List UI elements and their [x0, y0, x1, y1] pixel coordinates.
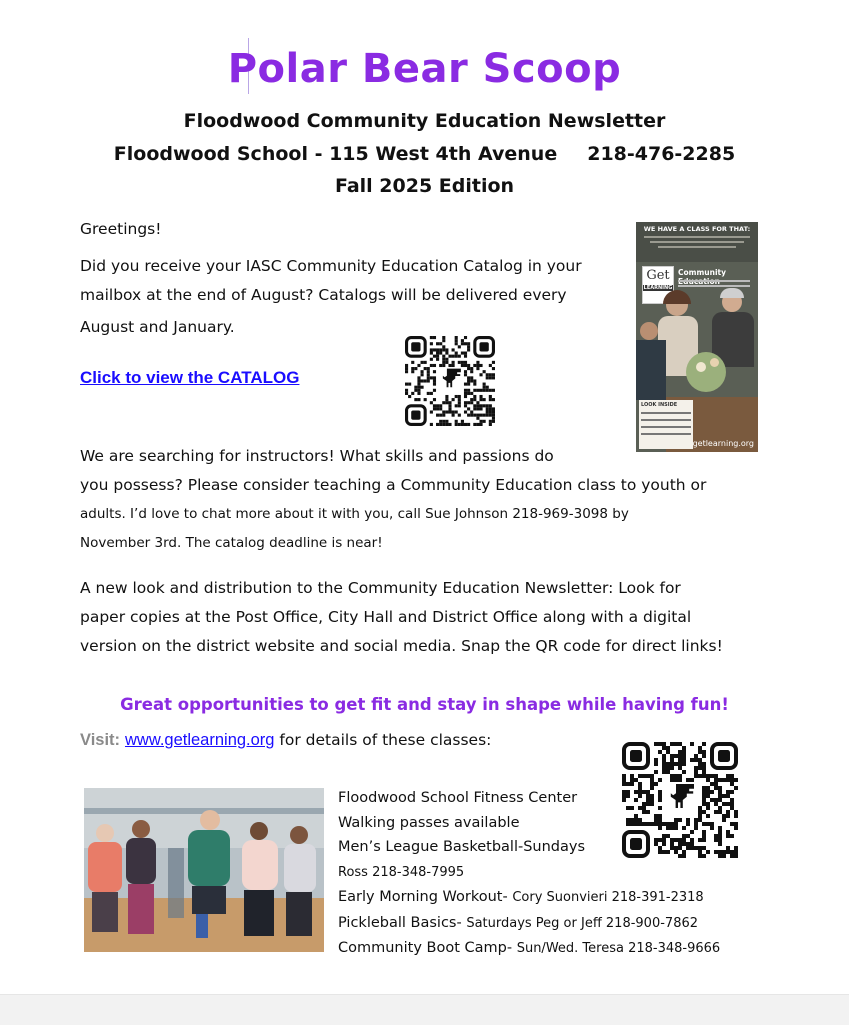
- view-catalog-link[interactable]: Click to view the CATALOG: [80, 368, 300, 387]
- fitness-class-photo: [84, 788, 324, 952]
- fitness-item: Pickleball Basics- Saturdays Peg or Jeff 218-900-7862: [338, 914, 699, 931]
- distribution-line: A new look and distribution to the Community Education Newsletter: Look for: [80, 579, 681, 597]
- fitness-item: Floodwood School Fitness Center: [338, 790, 578, 806]
- edition-label: Fall 2025 Edition: [334, 175, 515, 197]
- visit-line: [80, 731, 491, 750]
- catalog-cover-image[interactable]: [636, 222, 758, 452]
- catalog-paragraph-line: August and January.: [80, 318, 235, 336]
- cover-banner-text: WE HAVE A CLASS FOR THAT:: [643, 225, 751, 233]
- instructors-line: you possess? Please consider teaching a Community Education class to youth or: [80, 476, 707, 494]
- catalog-paragraph-line: mailbox at the end of August? Catalogs will be delivered every: [80, 286, 567, 304]
- distribution-paragraph: [80, 574, 800, 661]
- instructors-line: We are searching for instructors! What skills and passions do: [80, 447, 554, 465]
- instructors-line: November 3rd. The catalog deadline is near!: [80, 535, 383, 551]
- bottom-bar: [0, 994, 849, 1025]
- cover-person: [640, 322, 658, 340]
- newsletter-subtitle: Floodwood Community Education Newsletter: [183, 110, 666, 132]
- fitness-item: Community Boot Camp- Sun/Wed. Teresa 218-348-9666: [338, 940, 721, 956]
- school-address: Floodwood School - 115 West 4th Avenue: [113, 143, 558, 165]
- distribution-line: paper copies at the Post Office, City Hall and District Office along with a digital: [80, 608, 692, 626]
- catalog-paragraph-line: Did you receive your IASC Community Education Catalog in your: [80, 257, 582, 275]
- instructors-paragraph: [80, 442, 780, 558]
- instructors-line: adults. I’d love to chat more about it with you, call Sue Johnson 218-969-3098 by: [80, 506, 629, 522]
- school-phone: 218-476-2285: [587, 143, 736, 165]
- visit-label: Visit:: [80, 731, 121, 749]
- fitness-heading: Great opportunities to get fit and stay in shape while having fun!: [120, 695, 729, 714]
- page-title: Polar Bear Scoop: [227, 46, 622, 92]
- school-address-line: [0, 143, 849, 165]
- getlearning-link[interactable]: www.getlearning.org: [124, 731, 275, 749]
- fitness-item: Early Morning Workout- Cory Suonvieri 218-391-2318: [338, 889, 704, 905]
- cover-flowers: [686, 352, 726, 392]
- catalog-paragraph: [80, 252, 640, 342]
- distribution-line: version on the district website and social media. Snap the QR code for direct links!: [80, 637, 723, 655]
- fitness-item: Ross 218-348-7995: [338, 864, 465, 880]
- dinosaur-icon: [443, 369, 461, 388]
- fitness-item: Walking passes available: [338, 814, 520, 831]
- get-learning-logo: Get LEARNING: [642, 266, 674, 304]
- cover-site: getlearning.org: [692, 439, 754, 448]
- fitness-item: Men’s League Basketball-Sundays: [338, 839, 586, 855]
- cover-title: Community: [678, 268, 727, 277]
- visit-rest: for details of these classes:: [279, 731, 492, 749]
- cover-look-inside: LOOK INSIDE: [639, 400, 693, 449]
- greeting: Greetings!: [80, 220, 162, 238]
- fitness-class-list: [338, 786, 798, 962]
- catalog-qr-code: [405, 336, 495, 426]
- cover-banner: [636, 222, 758, 262]
